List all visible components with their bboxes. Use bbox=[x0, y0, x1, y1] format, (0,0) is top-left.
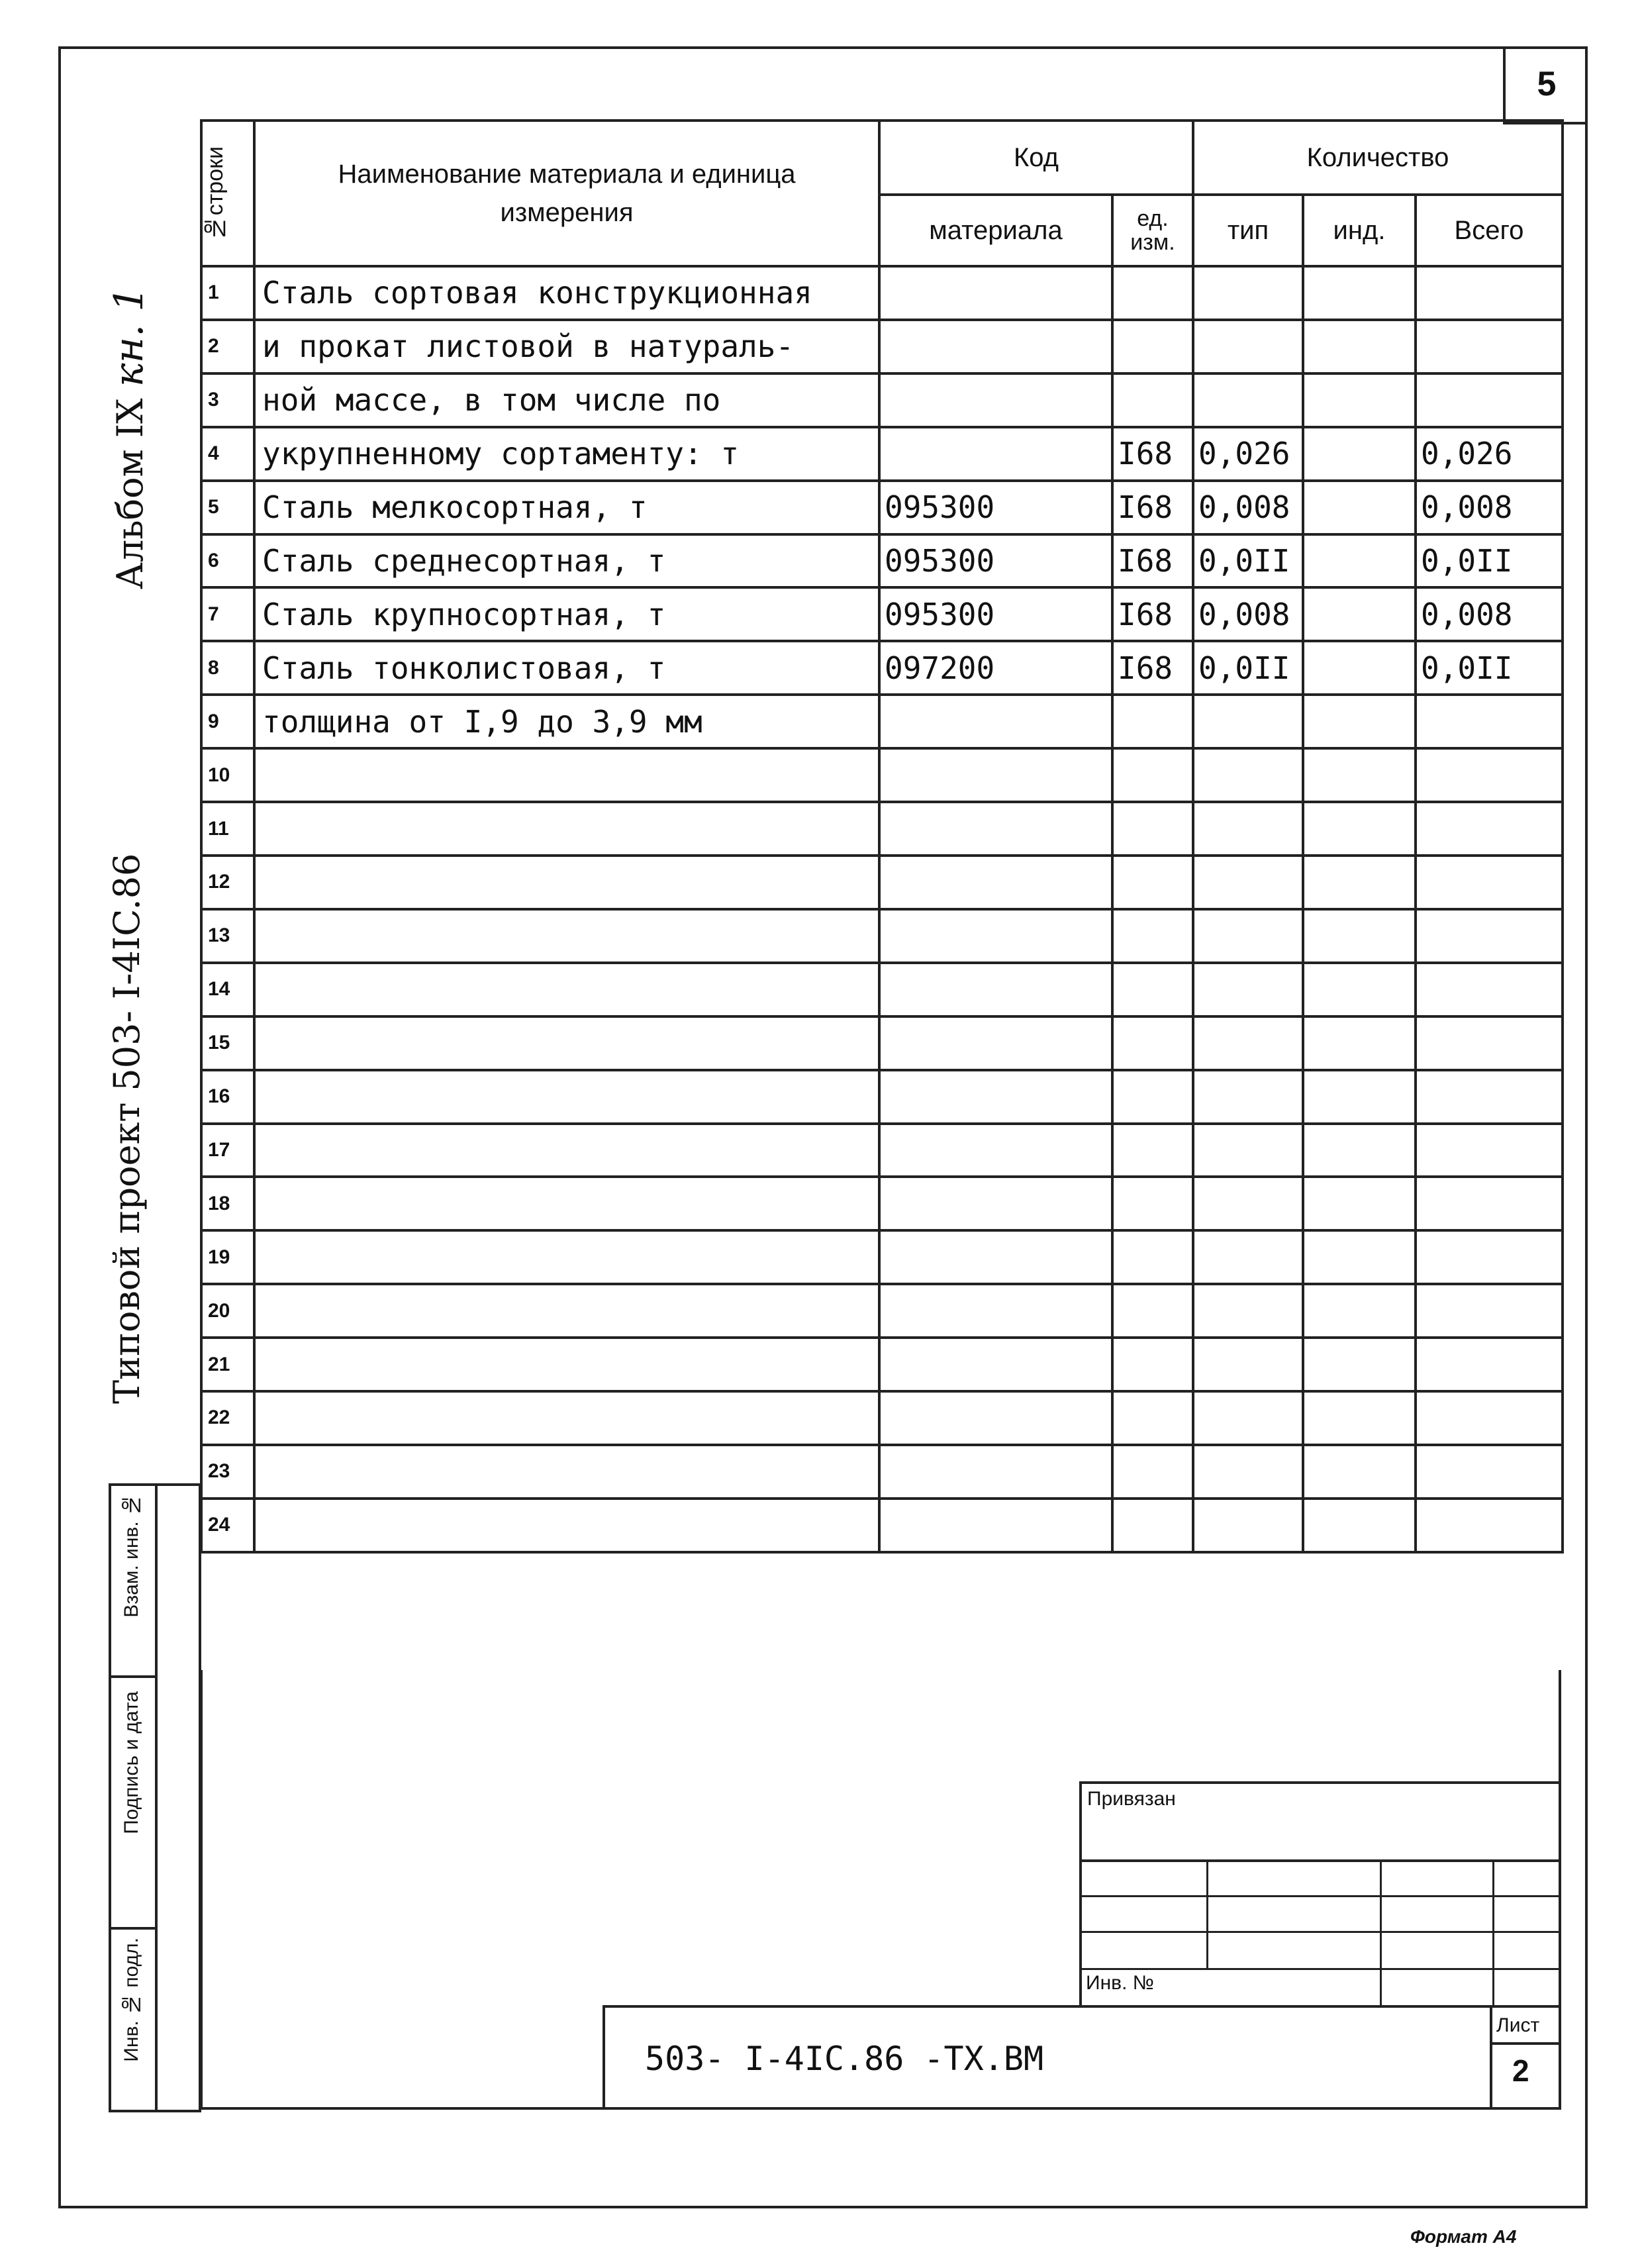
stamp-orig-inv: Инв. № подл. bbox=[121, 1938, 142, 2062]
row-unit-code bbox=[1112, 909, 1193, 963]
header-row-no bbox=[201, 121, 254, 266]
row-total-qty bbox=[1416, 1124, 1563, 1177]
row-total-qty: 0,008 bbox=[1416, 481, 1563, 534]
row-total-qty bbox=[1416, 1177, 1563, 1230]
row-ind-qty bbox=[1303, 748, 1416, 802]
row-ind-qty bbox=[1303, 641, 1416, 695]
materials-table-body bbox=[201, 266, 1563, 1552]
row-type-qty bbox=[1193, 856, 1303, 909]
row-total-qty bbox=[1416, 748, 1563, 802]
row-ind-qty bbox=[1303, 373, 1416, 427]
row-unit-code bbox=[1112, 695, 1193, 748]
row-name bbox=[254, 1016, 879, 1070]
row-type-qty bbox=[1193, 802, 1303, 856]
row-number: 6 bbox=[201, 534, 254, 588]
row-material-code: 095300 bbox=[879, 587, 1112, 641]
row-total-qty bbox=[1416, 963, 1563, 1016]
linked-line-3 bbox=[1082, 1931, 1561, 1933]
row-ind-qty bbox=[1303, 1124, 1416, 1177]
row-number: 21 bbox=[201, 1338, 254, 1391]
format-label: Формат А4 bbox=[1410, 2226, 1517, 2247]
row-material-code bbox=[879, 1445, 1112, 1499]
row-ind-qty bbox=[1303, 1016, 1416, 1070]
table-row bbox=[201, 802, 1563, 856]
row-material-code: 095300 bbox=[879, 534, 1112, 588]
row-total-qty bbox=[1416, 1284, 1563, 1338]
row-ind-qty bbox=[1303, 963, 1416, 1016]
row-total-qty bbox=[1416, 695, 1563, 748]
table-row bbox=[201, 427, 1563, 481]
row-total-qty bbox=[1416, 1338, 1563, 1391]
row-type-qty bbox=[1193, 963, 1303, 1016]
table-row bbox=[201, 373, 1563, 427]
row-unit-code bbox=[1112, 373, 1193, 427]
row-number: 8 bbox=[201, 641, 254, 695]
row-unit-code: I68 bbox=[1112, 481, 1193, 534]
row-material-code bbox=[879, 856, 1112, 909]
header-name bbox=[254, 121, 879, 266]
row-ind-qty bbox=[1303, 587, 1416, 641]
row-name: Сталь мелкосортная, т bbox=[254, 481, 879, 534]
header-quantity: Количество bbox=[1193, 121, 1563, 195]
table-row bbox=[201, 587, 1563, 641]
row-type-qty bbox=[1193, 1070, 1303, 1124]
row-unit-code bbox=[1112, 1230, 1193, 1284]
header-individual: инд. bbox=[1303, 195, 1416, 266]
row-number: 2 bbox=[201, 320, 254, 373]
linked-line-2 bbox=[1082, 1895, 1561, 1897]
table-row bbox=[201, 481, 1563, 534]
row-unit-code bbox=[1112, 1391, 1193, 1445]
table-row bbox=[201, 1124, 1563, 1177]
table-row bbox=[201, 1230, 1563, 1284]
side-stamp bbox=[109, 1483, 201, 2112]
row-number: 4 bbox=[201, 427, 254, 481]
table-row bbox=[201, 695, 1563, 748]
row-unit-code bbox=[1112, 266, 1193, 320]
row-material-code bbox=[879, 1070, 1112, 1124]
row-type-qty bbox=[1193, 695, 1303, 748]
table-row bbox=[201, 748, 1563, 802]
row-type-qty: 0,0II bbox=[1193, 641, 1303, 695]
row-unit-code: I68 bbox=[1112, 427, 1193, 481]
table-row bbox=[201, 1284, 1563, 1338]
row-type-qty bbox=[1193, 748, 1303, 802]
row-ind-qty bbox=[1303, 1177, 1416, 1230]
row-total-qty bbox=[1416, 1391, 1563, 1445]
row-type-qty bbox=[1193, 373, 1303, 427]
row-ind-qty bbox=[1303, 802, 1416, 856]
project-label: Типовой проект 503- I-4IC.86 bbox=[106, 853, 148, 1404]
row-material-code bbox=[879, 963, 1112, 1016]
row-total-qty bbox=[1416, 802, 1563, 856]
row-name bbox=[254, 1391, 879, 1445]
row-material-code bbox=[879, 695, 1112, 748]
row-name: Сталь среднесортная, т bbox=[254, 534, 879, 588]
row-ind-qty bbox=[1303, 1391, 1416, 1445]
row-name bbox=[254, 748, 879, 802]
row-type-qty bbox=[1193, 1499, 1303, 1552]
row-type-qty bbox=[1193, 909, 1303, 963]
stamp-orig-cell bbox=[111, 1930, 158, 2110]
row-ind-qty bbox=[1303, 909, 1416, 963]
row-number: 7 bbox=[201, 587, 254, 641]
header-code: Код bbox=[879, 121, 1193, 195]
row-material-code bbox=[879, 1177, 1112, 1230]
table-row bbox=[201, 1445, 1563, 1499]
row-number: 11 bbox=[201, 802, 254, 856]
row-material-code bbox=[879, 1338, 1112, 1391]
row-unit-code bbox=[1112, 1124, 1193, 1177]
linked-line-1 bbox=[1082, 1859, 1561, 1862]
row-unit-code bbox=[1112, 802, 1193, 856]
row-name bbox=[254, 802, 879, 856]
header-unit: ед. изм. bbox=[1112, 195, 1193, 266]
row-name bbox=[254, 909, 879, 963]
row-unit-code bbox=[1112, 748, 1193, 802]
row-number: 15 bbox=[201, 1016, 254, 1070]
header-type: тип bbox=[1193, 195, 1303, 266]
row-name: укрупненному сортаменту: т bbox=[254, 427, 879, 481]
row-ind-qty bbox=[1303, 427, 1416, 481]
row-material-code bbox=[879, 1124, 1112, 1177]
album-label-text: Альбом IX bbox=[109, 398, 151, 589]
stamp-signature-date: Подпись и дата bbox=[121, 1691, 142, 1834]
row-number: 17 bbox=[201, 1124, 254, 1177]
row-unit-code bbox=[1112, 963, 1193, 1016]
row-material-code bbox=[879, 802, 1112, 856]
row-material-code bbox=[879, 1499, 1112, 1552]
table-row bbox=[201, 1338, 1563, 1391]
row-material-code bbox=[879, 320, 1112, 373]
row-ind-qty bbox=[1303, 534, 1416, 588]
row-unit-code bbox=[1112, 856, 1193, 909]
row-name bbox=[254, 1177, 879, 1230]
row-ind-qty bbox=[1303, 1070, 1416, 1124]
row-material-code bbox=[879, 427, 1112, 481]
row-name bbox=[254, 1070, 879, 1124]
row-total-qty bbox=[1416, 909, 1563, 963]
row-number: 20 bbox=[201, 1284, 254, 1338]
table-row bbox=[201, 266, 1563, 320]
row-number: 3 bbox=[201, 373, 254, 427]
row-number: 14 bbox=[201, 963, 254, 1016]
stamp-exchange-inv: Взам. инв. № bbox=[121, 1494, 142, 1618]
row-name bbox=[254, 1499, 879, 1552]
row-ind-qty bbox=[1303, 481, 1416, 534]
row-unit-code: I68 bbox=[1112, 641, 1193, 695]
row-number: 16 bbox=[201, 1070, 254, 1124]
table-row bbox=[201, 1499, 1563, 1552]
row-total-qty: 0,0II bbox=[1416, 641, 1563, 695]
row-material-code bbox=[879, 1284, 1112, 1338]
row-material-code bbox=[879, 1391, 1112, 1445]
linked-label: Привязан bbox=[1087, 1788, 1176, 1810]
row-material-code bbox=[879, 373, 1112, 427]
row-type-qty bbox=[1193, 1338, 1303, 1391]
row-type-qty bbox=[1193, 1391, 1303, 1445]
table-row bbox=[201, 1070, 1563, 1124]
row-ind-qty bbox=[1303, 1230, 1416, 1284]
table-row bbox=[201, 1177, 1563, 1230]
sheet-cell bbox=[1490, 2008, 1561, 2110]
linked-vline-1 bbox=[1206, 1859, 1208, 1968]
row-unit-code bbox=[1112, 320, 1193, 373]
row-type-qty bbox=[1193, 1124, 1303, 1177]
row-material-code bbox=[879, 1230, 1112, 1284]
row-number: 9 bbox=[201, 695, 254, 748]
row-name: и прокат листовой в натураль- bbox=[254, 320, 879, 373]
table-row bbox=[201, 641, 1563, 695]
table-row bbox=[201, 1016, 1563, 1070]
sheet-value: 2 bbox=[1512, 2053, 1529, 2088]
row-ind-qty bbox=[1303, 1445, 1416, 1499]
row-name bbox=[254, 1284, 879, 1338]
header-material: материала bbox=[879, 195, 1112, 266]
sheet-divider bbox=[1492, 2042, 1561, 2045]
table-row bbox=[201, 320, 1563, 373]
row-material-code: 095300 bbox=[879, 481, 1112, 534]
row-total-qty bbox=[1416, 1016, 1563, 1070]
row-total-qty bbox=[1416, 1445, 1563, 1499]
row-number: 23 bbox=[201, 1445, 254, 1499]
row-unit-code bbox=[1112, 1177, 1193, 1230]
row-ind-qty bbox=[1303, 695, 1416, 748]
row-name bbox=[254, 1230, 879, 1284]
row-unit-code bbox=[1112, 1016, 1193, 1070]
sheet-label: Лист bbox=[1496, 2014, 1540, 2036]
album-label bbox=[106, 287, 152, 589]
table-row bbox=[201, 856, 1563, 909]
row-ind-qty bbox=[1303, 1338, 1416, 1391]
linked-block bbox=[1079, 1781, 1561, 2006]
row-unit-code: I68 bbox=[1112, 534, 1193, 588]
row-total-qty bbox=[1416, 1230, 1563, 1284]
row-total-qty bbox=[1416, 266, 1563, 320]
row-number: 10 bbox=[201, 748, 254, 802]
row-type-qty bbox=[1193, 1445, 1303, 1499]
row-number: 24 bbox=[201, 1499, 254, 1552]
linked-vline-2 bbox=[1380, 1859, 1382, 2006]
linked-line-4 bbox=[1082, 1968, 1561, 1970]
row-name bbox=[254, 856, 879, 909]
row-total-qty: 0,0II bbox=[1416, 534, 1563, 588]
row-material-code bbox=[879, 748, 1112, 802]
row-name bbox=[254, 1445, 879, 1499]
row-name bbox=[254, 963, 879, 1016]
row-type-qty: 0,0II bbox=[1193, 534, 1303, 588]
row-unit-code bbox=[1112, 1284, 1193, 1338]
row-number: 1 bbox=[201, 266, 254, 320]
row-number: 22 bbox=[201, 1391, 254, 1445]
row-material-code bbox=[879, 909, 1112, 963]
row-type-qty: 0,008 bbox=[1193, 481, 1303, 534]
header-row-no-text: №строки bbox=[203, 146, 228, 241]
linked-vline-3 bbox=[1492, 1859, 1494, 2006]
row-unit-code bbox=[1112, 1338, 1193, 1391]
row-total-qty: 0,026 bbox=[1416, 427, 1563, 481]
row-number: 12 bbox=[201, 856, 254, 909]
row-name: Сталь сортовая конструкционная bbox=[254, 266, 879, 320]
row-name: Сталь крупносортная, т bbox=[254, 587, 879, 641]
album-handwritten: кн. 1 bbox=[106, 286, 152, 387]
row-name: толщина от I,9 до 3,9 мм bbox=[254, 695, 879, 748]
header-name-text: Наименование материала и единица измерения bbox=[338, 160, 796, 227]
row-total-qty bbox=[1416, 320, 1563, 373]
row-material-code bbox=[879, 1016, 1112, 1070]
stamp-exchange-cell bbox=[111, 1486, 158, 1678]
doc-code-block bbox=[603, 2005, 1561, 2110]
page-number: 5 bbox=[1503, 46, 1588, 124]
row-unit-code bbox=[1112, 1445, 1193, 1499]
row-ind-qty bbox=[1303, 1499, 1416, 1552]
row-number: 19 bbox=[201, 1230, 254, 1284]
row-ind-qty bbox=[1303, 320, 1416, 373]
row-number: 13 bbox=[201, 909, 254, 963]
row-type-qty bbox=[1193, 1016, 1303, 1070]
row-type-qty bbox=[1193, 266, 1303, 320]
row-unit-code bbox=[1112, 1499, 1193, 1552]
row-ind-qty bbox=[1303, 856, 1416, 909]
row-total-qty: 0,008 bbox=[1416, 587, 1563, 641]
row-type-qty bbox=[1193, 1230, 1303, 1284]
row-number: 18 bbox=[201, 1177, 254, 1230]
row-ind-qty bbox=[1303, 266, 1416, 320]
table-row bbox=[201, 963, 1563, 1016]
row-type-qty: 0,026 bbox=[1193, 427, 1303, 481]
table-row bbox=[201, 1391, 1563, 1445]
row-type-qty bbox=[1193, 1177, 1303, 1230]
header-total: Всего bbox=[1416, 195, 1563, 266]
row-unit-code: I68 bbox=[1112, 587, 1193, 641]
row-material-code bbox=[879, 266, 1112, 320]
row-ind-qty bbox=[1303, 1284, 1416, 1338]
row-type-qty bbox=[1193, 1284, 1303, 1338]
row-total-qty bbox=[1416, 1070, 1563, 1124]
inv-no-label: Инв. № bbox=[1086, 1972, 1154, 1994]
stamp-signature-cell bbox=[111, 1678, 158, 1930]
table-row bbox=[201, 534, 1563, 588]
row-total-qty bbox=[1416, 856, 1563, 909]
row-type-qty bbox=[1193, 320, 1303, 373]
row-total-qty bbox=[1416, 373, 1563, 427]
row-name: Сталь тонколистовая, т bbox=[254, 641, 879, 695]
row-name bbox=[254, 1124, 879, 1177]
doc-code: 503- I-4IC.86 -ТХ.ВМ bbox=[645, 2040, 1044, 2078]
row-unit-code bbox=[1112, 1070, 1193, 1124]
row-name bbox=[254, 1338, 879, 1391]
row-number: 5 bbox=[201, 481, 254, 534]
row-type-qty: 0,008 bbox=[1193, 587, 1303, 641]
table-row bbox=[201, 909, 1563, 963]
materials-table bbox=[200, 119, 1564, 1553]
row-material-code: 097200 bbox=[879, 641, 1112, 695]
row-name: ной массе, в том числе по bbox=[254, 373, 879, 427]
row-total-qty bbox=[1416, 1499, 1563, 1552]
